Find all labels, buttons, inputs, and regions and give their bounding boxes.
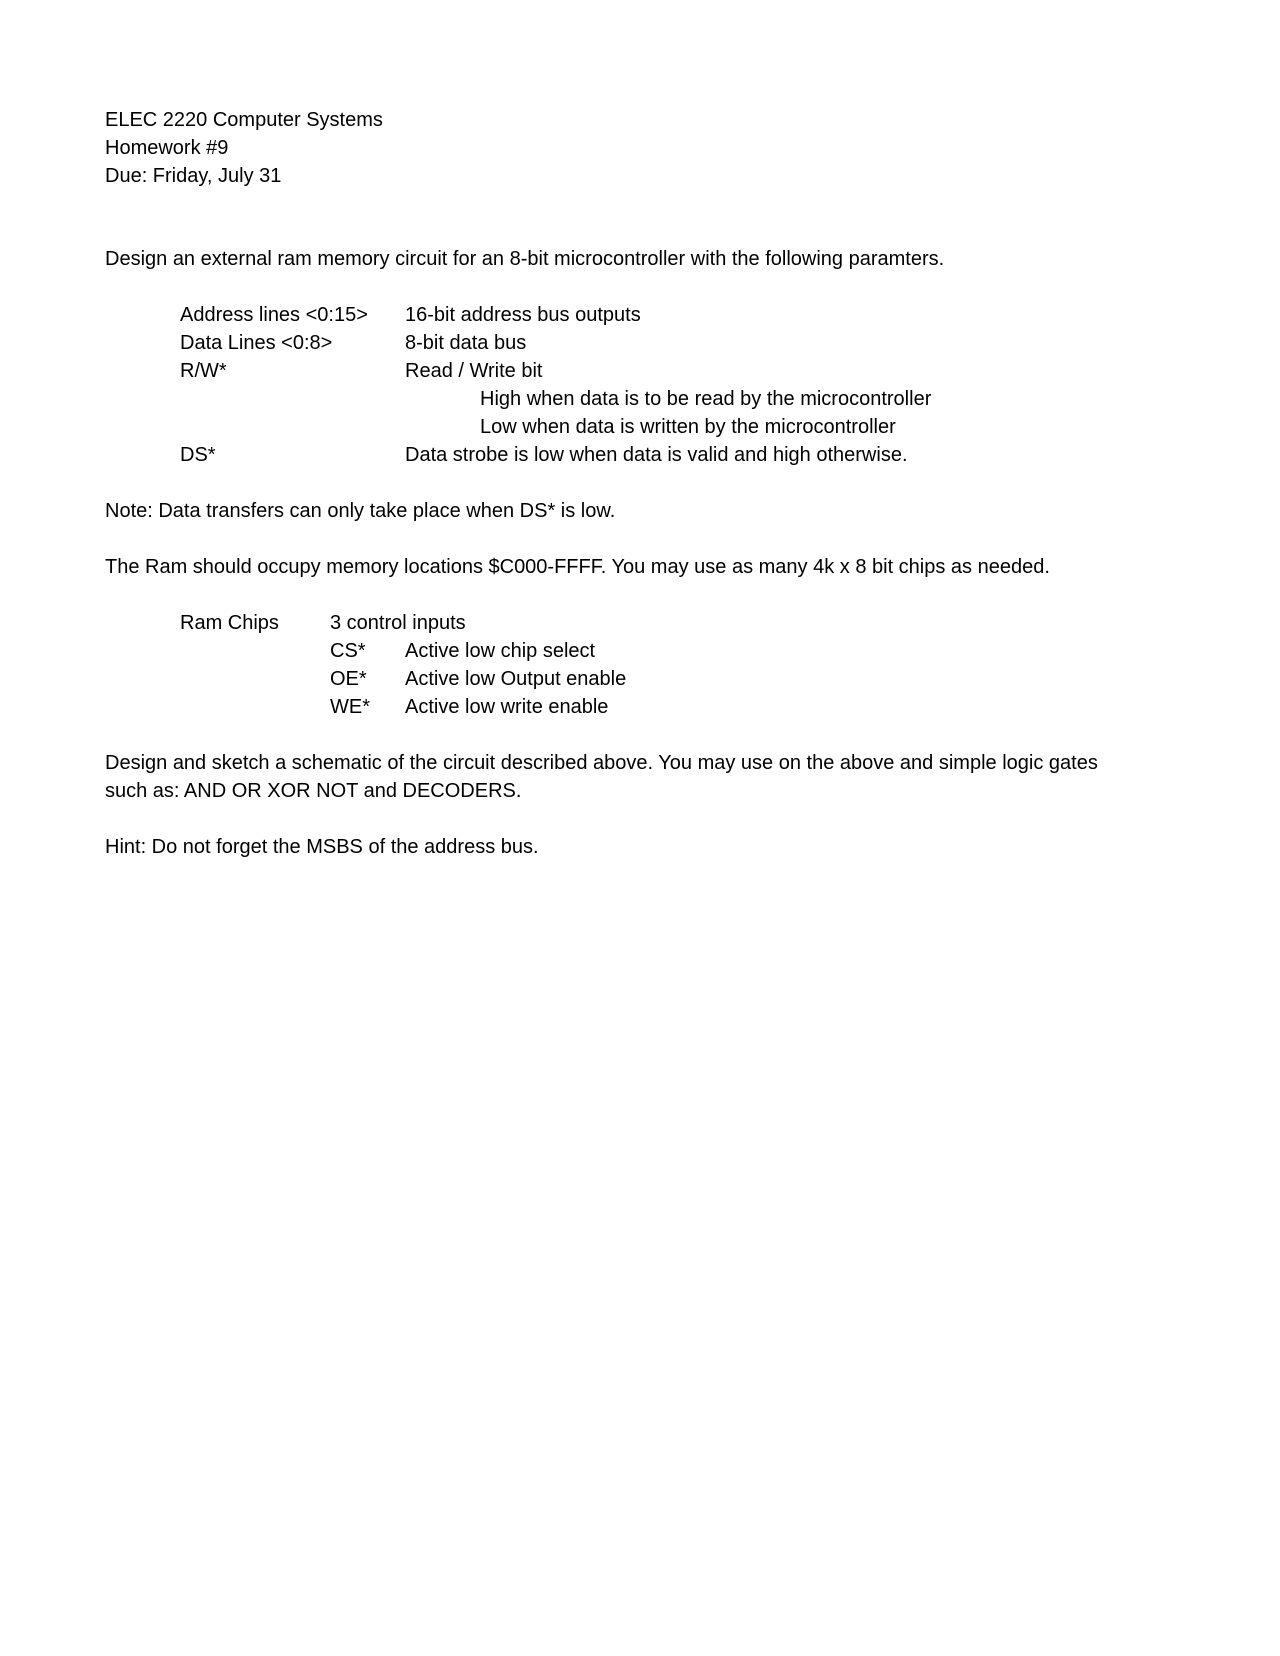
intro-paragraph: Design an external ram memory circuit for an 8-bit microcontroller with the following paramters. — [105, 248, 945, 270]
parameter-description: 8-bit data bus — [405, 332, 527, 354]
chip-pin-row — [180, 665, 880, 693]
design-line: Design and sketch a schematic of the circuit described above. You may use on the above and simple logic gates — [105, 752, 1098, 774]
parameter-label: DS* — [180, 444, 216, 466]
hint-paragraph: Hint: Do not forget the MSBS of the address bus. — [105, 836, 539, 858]
parameter-row-rw-low — [180, 413, 1080, 441]
parameter-label: Data Lines <0:8> — [180, 332, 333, 354]
design-paragraph — [105, 749, 1185, 805]
parameter-label: R/W* — [180, 360, 227, 382]
chip-pin-description: Active low Output enable — [405, 668, 627, 690]
parameter-label: Address lines <0:15> — [180, 304, 368, 326]
chip-pin-name: WE* — [330, 696, 370, 718]
parameter-row-ds — [180, 441, 1080, 469]
assignment-title: Homework #9 — [105, 137, 229, 159]
chip-pin-description: Active low chip select — [405, 640, 596, 662]
ram-paragraph: The Ram should occupy memory locations $C000-FFFF. You may use as many 4k x 8 bit chips as needed. — [105, 556, 1050, 578]
parameter-list — [180, 301, 1080, 469]
parameter-row-rw-high — [180, 385, 1080, 413]
course-title: ELEC 2220 Computer Systems — [105, 109, 383, 131]
design-line: such as: AND OR XOR NOT and DECODERS. — [105, 780, 522, 802]
parameter-description: 16-bit address bus outputs — [405, 304, 641, 326]
chip-pin-row — [180, 637, 880, 665]
due-date: Due: Friday, July 31 — [105, 165, 282, 187]
ram-chips-label: Ram Chips — [180, 612, 279, 634]
parameter-subdescription: High when data is to be read by the microcontroller — [480, 388, 932, 410]
ram-chips-summary: 3 control inputs — [330, 612, 466, 634]
parameter-description: Read / Write bit — [405, 360, 543, 382]
chip-pin-row — [180, 693, 880, 721]
ram-chips-list — [180, 609, 880, 721]
parameter-description: Data strobe is low when data is valid and high otherwise. — [405, 444, 908, 466]
parameter-row-rw — [180, 357, 1080, 385]
chip-pin-name: CS* — [330, 640, 366, 662]
chip-pin-name: OE* — [330, 668, 367, 690]
parameter-row-data — [180, 329, 1080, 357]
note-paragraph: Note: Data transfers can only take place when DS* is low. — [105, 500, 616, 522]
parameter-row-address — [180, 301, 1080, 329]
chip-pin-description: Active low write enable — [405, 696, 609, 718]
ram-chips-header-row — [180, 609, 880, 637]
document-header — [105, 106, 383, 190]
parameter-subdescription: Low when data is written by the microcontroller — [480, 416, 896, 438]
